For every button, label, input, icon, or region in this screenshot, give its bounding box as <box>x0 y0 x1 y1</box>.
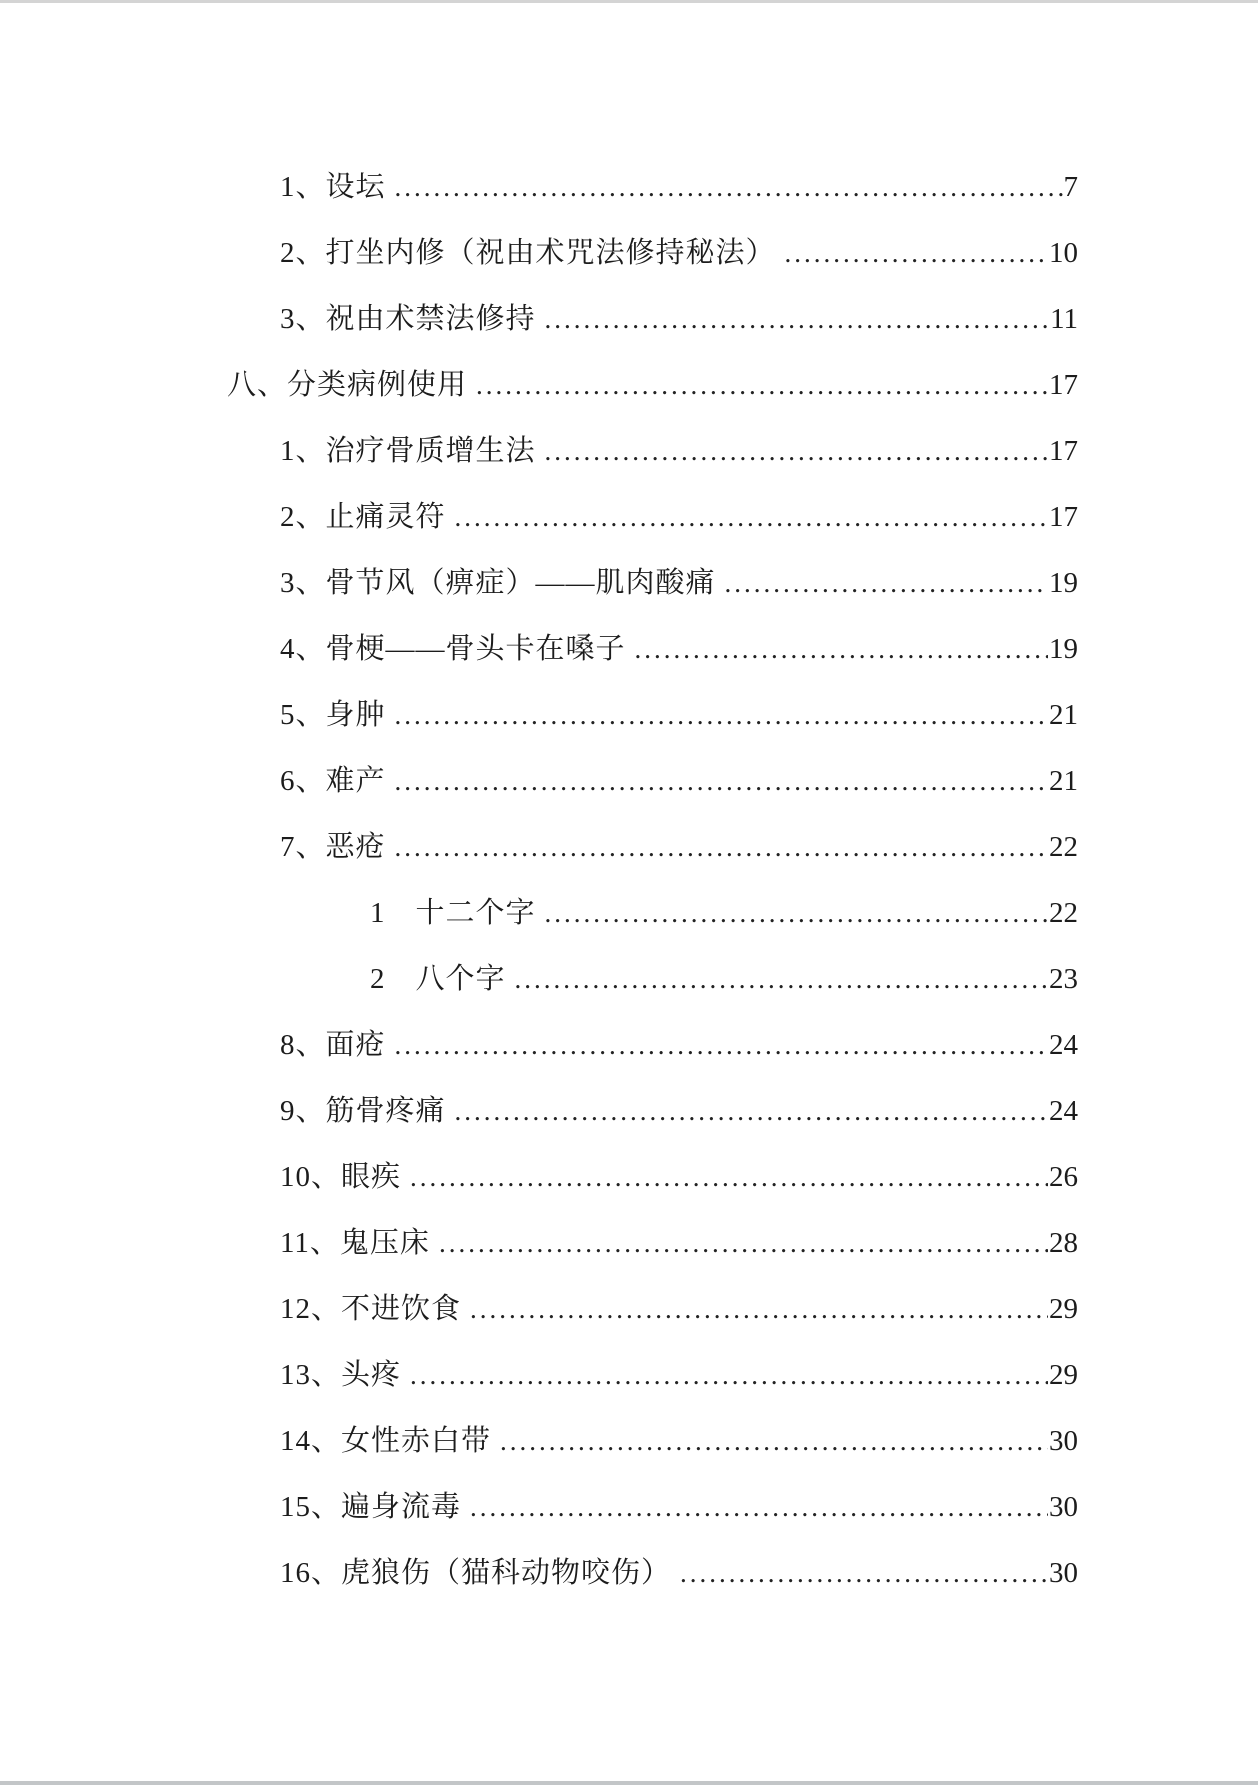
toc-entry-label: 2、止痛灵符 <box>280 501 446 533</box>
toc-entry[interactable] <box>0 301 1078 337</box>
toc-entry[interactable] <box>0 1423 1078 1459</box>
toc-entry-page: 22 <box>1049 831 1078 863</box>
toc-dot-leader <box>776 235 1048 271</box>
toc-entry[interactable] <box>0 499 1078 535</box>
toc-dot-leader <box>386 697 1048 733</box>
toc-entry-label: 5、身肿 <box>280 699 386 731</box>
toc-entry-label: 2 八个字 <box>370 963 506 995</box>
toc-dot-leader <box>430 1225 1048 1261</box>
toc-entry[interactable] <box>0 1291 1078 1327</box>
toc-entry-label: 15、遍身流毒 <box>280 1491 462 1523</box>
toc-entry-page: 29 <box>1049 1359 1078 1391</box>
toc-entry[interactable] <box>0 961 1078 997</box>
toc-entry-label: 1、设坛 <box>280 171 386 203</box>
toc-dot-leader <box>716 565 1048 601</box>
toc-entry-page: 22 <box>1049 897 1078 929</box>
toc-entry-page: 7 <box>1063 171 1078 203</box>
toc-entry-label: 8、面疮 <box>280 1029 386 1061</box>
toc-entry-page: 26 <box>1049 1161 1078 1193</box>
toc-entry-page: 30 <box>1049 1425 1078 1457</box>
toc-entry-page: 19 <box>1049 567 1078 599</box>
toc-entry-page: 10 <box>1049 237 1078 269</box>
toc-dot-leader <box>401 1357 1048 1393</box>
toc-dot-leader <box>446 1093 1048 1129</box>
table-of-contents <box>0 169 1078 1621</box>
toc-entry-page: 29 <box>1049 1293 1078 1325</box>
toc-entry-page: 28 <box>1049 1227 1078 1259</box>
toc-entry-label: 1 十二个字 <box>370 897 536 929</box>
toc-entry[interactable] <box>0 1027 1078 1063</box>
toc-entry-label: 7、恶疮 <box>280 831 386 863</box>
toc-entry[interactable] <box>0 697 1078 733</box>
toc-entry[interactable] <box>0 367 1078 403</box>
toc-entry[interactable] <box>0 829 1078 865</box>
toc-entry-page: 17 <box>1049 501 1078 533</box>
page-top-edge <box>0 0 1258 3</box>
toc-entry-label: 9、筋骨疼痛 <box>280 1095 446 1127</box>
toc-entry[interactable] <box>0 1225 1078 1261</box>
toc-entry[interactable] <box>0 763 1078 799</box>
toc-entry-label: 11、鬼压床 <box>280 1227 430 1259</box>
toc-entry[interactable] <box>0 1093 1078 1129</box>
toc-dot-leader <box>506 961 1048 997</box>
toc-dot-leader <box>671 1555 1048 1591</box>
toc-dot-leader <box>467 367 1048 403</box>
toc-entry-page: 17 <box>1049 369 1078 401</box>
toc-entry-label: 16、虎狼伤（猫科动物咬伤） <box>280 1557 672 1589</box>
toc-entry[interactable] <box>0 1159 1078 1195</box>
toc-entry-page: 30 <box>1049 1491 1078 1523</box>
toc-entry-page: 11 <box>1050 303 1078 335</box>
toc-entry-page: 19 <box>1049 633 1078 665</box>
toc-entry[interactable] <box>0 1555 1078 1591</box>
toc-dot-leader <box>536 895 1048 931</box>
toc-dot-leader <box>461 1489 1048 1525</box>
toc-entry-label: 1、治疗骨质增生法 <box>280 435 536 467</box>
page-bottom-edge <box>0 1781 1258 1785</box>
toc-entry-label: 2、打坐内修（祝由术咒法修持秘法） <box>280 237 776 269</box>
toc-entry[interactable] <box>0 1357 1078 1393</box>
toc-entry[interactable] <box>0 235 1078 271</box>
toc-entry-page: 23 <box>1049 963 1078 995</box>
toc-entry-page: 21 <box>1049 765 1078 797</box>
toc-dot-leader <box>491 1423 1048 1459</box>
toc-dot-leader <box>386 169 1063 205</box>
toc-dot-leader <box>626 631 1048 667</box>
toc-dot-leader <box>536 301 1050 337</box>
toc-entry-page: 30 <box>1049 1557 1078 1589</box>
toc-dot-leader <box>461 1291 1048 1327</box>
toc-entry-label: 3、祝由术禁法修持 <box>280 303 536 335</box>
toc-entry-page: 21 <box>1049 699 1078 731</box>
toc-dot-leader <box>386 1027 1048 1063</box>
toc-entry-page: 24 <box>1049 1029 1078 1061</box>
toc-entry-page: 24 <box>1049 1095 1078 1127</box>
toc-entry-label: 12、不进饮食 <box>280 1293 462 1325</box>
toc-entry[interactable] <box>0 1489 1078 1525</box>
toc-entry[interactable] <box>0 565 1078 601</box>
toc-entry-label: 4、骨梗——骨头卡在嗓子 <box>280 633 626 665</box>
toc-entry-label: 6、难产 <box>280 765 386 797</box>
toc-entry-label: 14、女性赤白带 <box>280 1425 492 1457</box>
toc-dot-leader <box>401 1159 1048 1195</box>
toc-dot-leader <box>386 763 1048 799</box>
toc-entry-label: 3、骨节风（痹症）——肌肉酸痛 <box>280 567 716 599</box>
toc-entry[interactable] <box>0 631 1078 667</box>
toc-dot-leader <box>536 433 1048 469</box>
toc-entry[interactable] <box>0 169 1078 205</box>
toc-entry-label: 13、头疼 <box>280 1359 402 1391</box>
toc-entry[interactable] <box>0 895 1078 931</box>
toc-dot-leader <box>446 499 1048 535</box>
toc-entry-label: 10、眼疾 <box>280 1161 402 1193</box>
toc-dot-leader <box>386 829 1048 865</box>
toc-entry-label: 八、分类病例使用 <box>227 369 468 401</box>
toc-entry[interactable] <box>0 433 1078 469</box>
toc-entry-page: 17 <box>1049 435 1078 467</box>
